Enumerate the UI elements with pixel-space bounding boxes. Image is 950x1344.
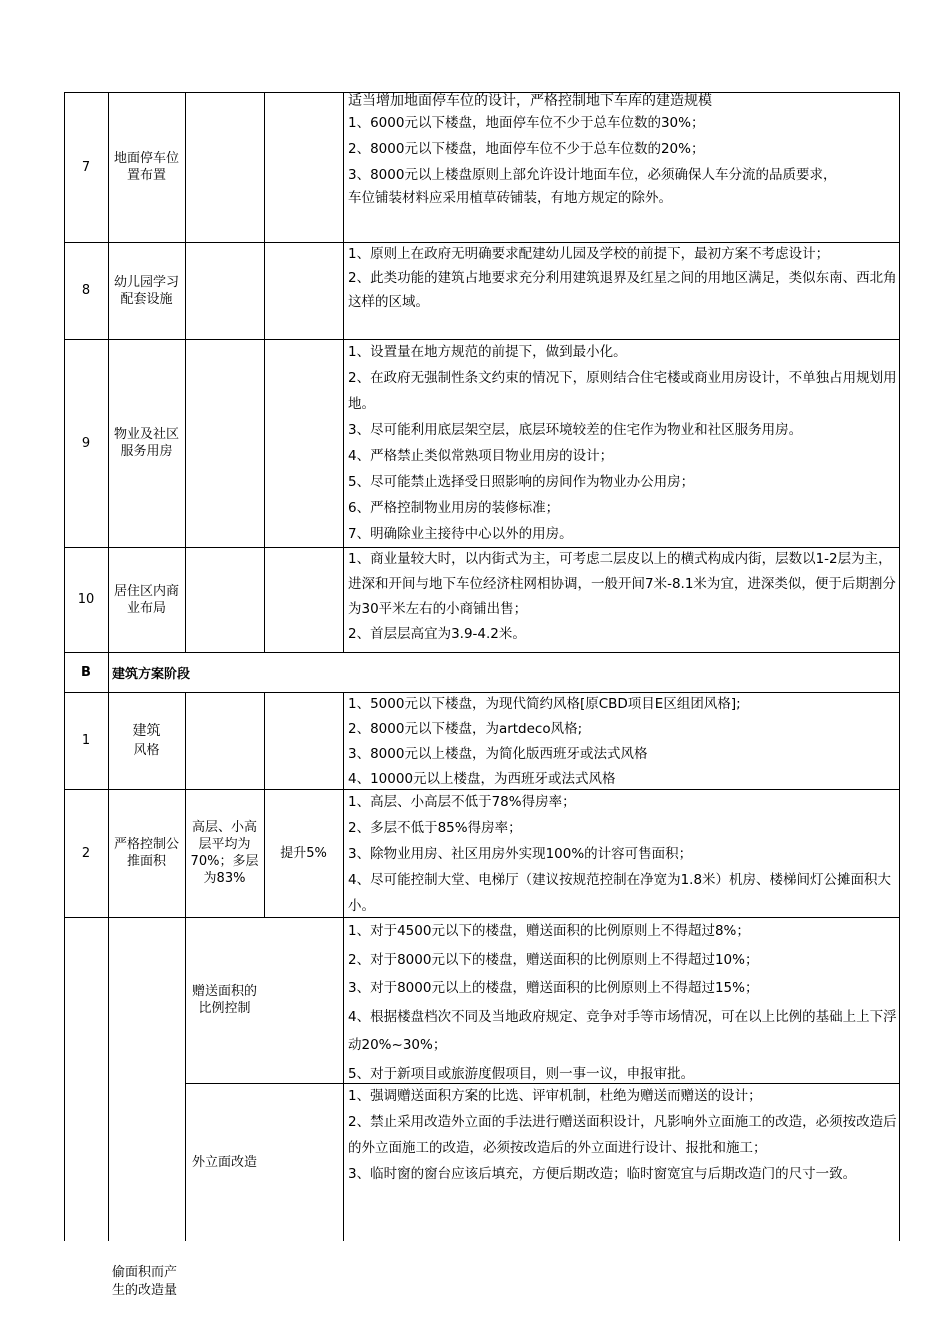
requirement-line: 2、首层层高宜为3.9-4.2米。	[348, 626, 526, 642]
requirement-line: 2、8000元以下楼盘，地面停车位不少于总车位数的20%；	[348, 141, 705, 157]
requirement-line: 3、对于8000元以上的楼盘，赠送面积的比例原则上不得超过15%；	[348, 980, 759, 996]
requirement-line: 2、在政府无强制性条文约束的情况下，原则结合住宅楼或商业用房设计，不单独占用规划用地。	[348, 370, 897, 412]
row-requirements	[344, 242, 900, 339]
current-ratio: 高层、小高 层平均为 70%；多层 为83%	[190, 820, 259, 886]
requirement-line: 5、尽可能禁止选择受日照影响的房间作为物业办公用房；	[348, 474, 695, 490]
requirement-line: 车位铺装材料应采用植草砖铺装，有地方规定的除外。	[348, 190, 672, 206]
sub-item-name: 赠送面积的 比例控制	[191, 984, 257, 1016]
row-requirements	[344, 547, 900, 652]
sub-item-name: 外立面改造	[191, 1154, 257, 1170]
requirement-line: 1、高层、小高层不低于78%得房率；	[348, 794, 576, 810]
row-number: 8	[81, 283, 91, 298]
requirement-line: 1、强调赠送面积方案的比选、评审机制，杜绝为赠送而赠送的设计；	[348, 1088, 762, 1104]
target-improvement: 提升5%	[280, 845, 327, 861]
section-letter: B	[81, 664, 91, 680]
row-item-name	[108, 692, 185, 789]
table-divider	[185, 92, 186, 652]
section-title: 建筑方案阶段	[112, 666, 191, 682]
requirement-line: 3、8000元以上楼盘，为简化版西班牙或法式风格	[348, 746, 648, 762]
requirement-line: 1、6000元以下楼盘，地面停车位不少于总车位数的30%；	[348, 115, 705, 131]
row-requirements	[344, 789, 900, 917]
row-requirements	[344, 1083, 900, 1241]
requirement-line: 2、对于8000元以下的楼盘，赠送面积的比例原则上不得超过10%；	[348, 951, 759, 968]
requirement-line: 4、尽可能控制大堂、电梯厅（建议按规范控制在净宽为1.8米）机房、楼梯间灯公摊面积大小。	[348, 872, 892, 914]
requirement-line: 1、5000元以下楼盘，为现代简约风格[原CBD项目E区组团风格];	[348, 696, 741, 712]
requirement-line: 3、除物业用房、社区用房外实现100%的计容可售面积；	[348, 846, 693, 862]
row-item-name: 严格控制公 推面积	[113, 837, 179, 869]
requirement-line: 2、多层不低于85%得房率；	[348, 820, 522, 836]
row-requirements	[344, 917, 900, 1083]
requirement-line: 5、对于新项目或旅游度假项目，则一事一议，申报审批。	[348, 1065, 695, 1082]
requirement-line: 4、根据楼盘档次不同及当地政府规定、竞争对手等市场情况，可在以上比例的基础上上下浮动20%~30%；	[348, 1008, 897, 1053]
row-number: 1	[81, 733, 91, 748]
overflow-cell-text: 偷面积而产 生的改造量	[112, 1265, 178, 1298]
row-requirements	[344, 692, 900, 789]
row-requirements	[344, 339, 900, 547]
row-requirements	[344, 92, 900, 242]
requirement-line: 2、禁止采用改造外立面的手法进行赠送面积设计，凡影响外立面施工的改造，必须按改造后的外立面施工的改造，必须按改造后的外立面进行设计、报批和施工；	[348, 1114, 897, 1156]
item-name-line: 风格	[133, 742, 160, 758]
requirement-line: 6、严格控制物业用房的装修标准；	[348, 500, 560, 516]
requirement-line: 1、商业量较大时，以内街式为主，可考虑二层皮以上的横式构成内街，层数以1-2层为主，进深和开间与地下车位经济柱网相协调，一般开间7米-8.1米为宜，进深类似，便于后期割分为30平米左右的小商铺出售；	[348, 551, 896, 617]
requirement-line: 2、8000元以下楼盘，为artdeco风格;	[348, 721, 583, 737]
requirement-line: 1、对于4500元以下的楼盘，赠送面积的比例原则上不得超过8%；	[348, 923, 750, 939]
table-divider	[264, 92, 265, 652]
row-number: 10	[77, 592, 95, 607]
requirement-line: 4、10000元以上楼盘，为西班牙或法式风格	[348, 771, 616, 787]
item-name-line: 建筑	[132, 722, 161, 739]
row-number: 9	[81, 435, 91, 451]
row-item-name: 居住区内商 业布局	[113, 583, 179, 616]
requirement-line: 3、8000元以上楼盘原则上部允许设计地面车位，必须确保人车分流的品质要求，	[348, 167, 837, 183]
requirement-line: 1、设置量在地方规范的前提下，做到最小化。	[348, 344, 627, 360]
row-item-name: 物业及社区 服务用房	[113, 427, 179, 459]
requirement-line: 3、临时窗的窗台应该后填充，方便后期改造；临时窗宽宜与后期改造门的尺寸一致。	[348, 1166, 857, 1182]
requirement-line: 2、此类功能的建筑占地要求充分利用建筑退界及红星之间的用地区满足，类似东南、西北角这样的区域。	[348, 270, 897, 310]
requirement-line: 1、原则上在政府无明确要求配建幼儿园及学校的前提下，最初方案不考虑设计；	[348, 246, 830, 262]
row-number: 2	[81, 845, 91, 861]
requirement-line: 适当增加地面停车位的设计，严格控制地下车库的建造规模	[348, 93, 712, 109]
requirement-line: 4、严格禁止类似常熟项目物业用房的设计；	[348, 448, 614, 464]
row-item-name: 地面停车位 置布置	[113, 151, 179, 183]
row-number: 7	[81, 159, 91, 175]
requirement-line: 3、尽可能利用底层架空层，底层环境较差的住宅作为物业和社区服务用房。	[348, 422, 803, 438]
row-item-name: 幼儿园学习 配套设施	[113, 274, 179, 307]
requirement-line: 7、明确除业主接待中心以外的用房。	[348, 526, 573, 542]
